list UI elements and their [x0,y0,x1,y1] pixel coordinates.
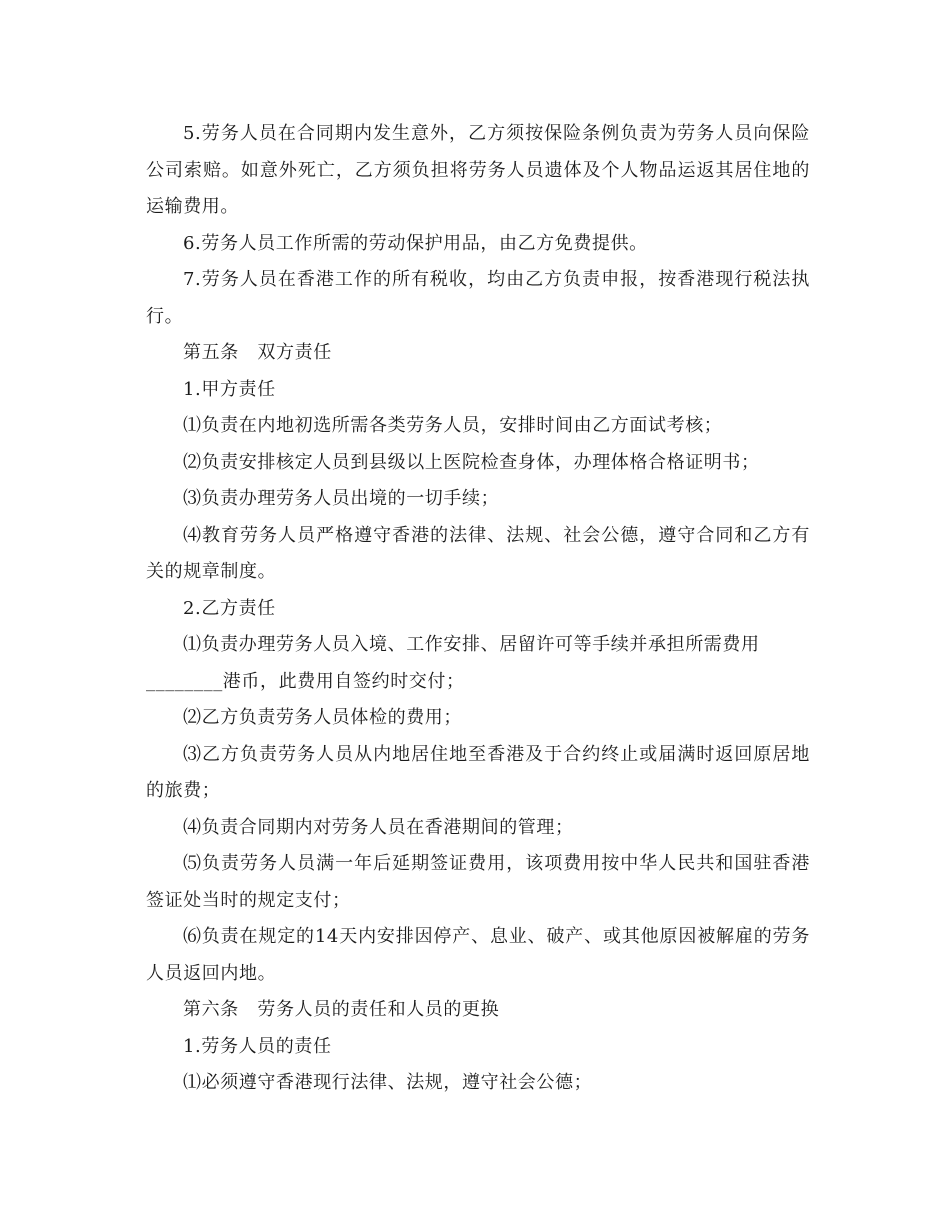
paragraph-clause-4-item-7: 7.劳务人员在香港工作的所有税收，均由乙方负责申报，按香港现行税法执行。 [146,269,810,327]
paragraph-party-b-item-1: ⑴负责办理劳务人员入境、工作安排、居留许可等手续并承担所需费用 [183,634,760,655]
subheading-party-b-responsibility: 2.乙方责任 [183,597,276,619]
paragraph-party-a-item-2: ⑵负责安排核定人员到县级以上医院检查身体，办理体格合格证明书； [183,451,760,473]
paragraph-party-a-item-3: ⑶负责办理劳务人员出境的一切手续； [183,488,500,509]
paragraph-party-a-item-4: ⑷教育劳务人员严格遵守香港的法律、法规、社会公德，遵守合同和乙方有关的规章制度。 [146,524,810,582]
paragraph-worker-item-1: ⑴必须遵守香港现行法律、法规，遵守社会公德； [183,1072,593,1093]
paragraph-party-b-item-6: ⑹负责在规定的14天内安排因停产、息业、破产、或其他原因被解雇的劳务人员返回内地。 [146,926,810,984]
paragraph-party-b-item-2: ⑵乙方负责劳务人员体检的费用； [183,707,462,728]
paragraph-party-b-item-1-fee-line: ________港币，此费用自签约时交付； [146,670,465,692]
paragraph-party-a-item-1: ⑴负责在内地初选所需各类劳务人员，安排时间由乙方面试考核； [183,415,723,436]
subheading-worker-responsibility: 1.劳务人员的责任 [183,1035,332,1057]
paragraph-clause-4-item-6: 6.劳务人员工作所需的劳动保护用品，由乙方免费提供。 [183,232,648,254]
subheading-party-a-responsibility: 1.甲方责任 [183,378,276,400]
paragraph-party-b-item-3: ⑶乙方负责劳务人员从内地居住地至香港及于合约终止或届满时返回原居地的旅费； [146,743,810,801]
paragraph-party-b-item-4: ⑷负责合同期内对劳务人员在香港期间的管理； [183,816,574,838]
section-heading-clause-6: 第六条 劳务人员的责任和人员的更换 [183,999,500,1020]
paragraph-clause-4-item-5: 5.劳务人员在合同期内发生意外，乙方须按保险条例负责为劳务人员向保险公司索赔。如意外死亡，乙方须负担将劳务人员遗体及个人物品运返其居住地的运输费用。 [146,123,810,217]
section-heading-clause-5: 第五条 双方责任 [183,342,332,363]
paragraph-party-b-item-5: ⑸负责劳务人员满一年后延期签证费用，该项费用按中华人民共和国驻香港签证处当时的规定支付； [146,853,810,911]
document-body [146,116,810,1102]
